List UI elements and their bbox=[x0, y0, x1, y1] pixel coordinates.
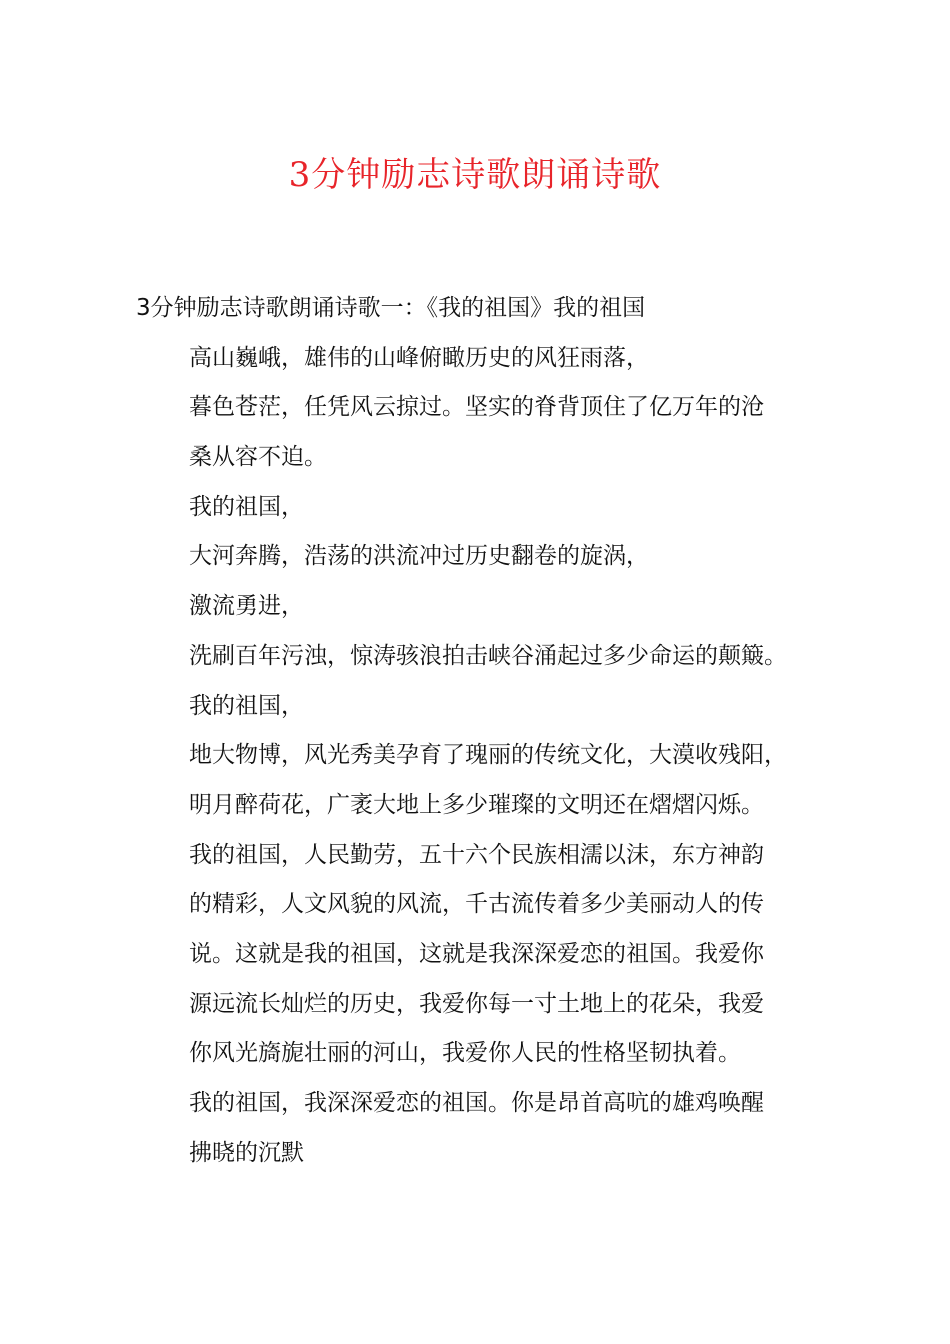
poem-line: 我的祖国， bbox=[189, 493, 304, 520]
poem-line: 源远流长灿烂的历史，我爱你每一寸土地上的花朵，我爱 bbox=[189, 990, 764, 1017]
document-body bbox=[0, 284, 950, 1178]
poem-line: 我的祖国，我深深爱恋的祖国。你是昂首高吭的雄鸡唤醒 bbox=[189, 1090, 764, 1116]
poem-line: 地大物博，风光秀美孕育了瑰丽的传统文化，大漠收残阳， bbox=[189, 742, 787, 769]
poem-line: 大河奔腾，浩荡的洪流冲过历史翻卷的旋涡， bbox=[189, 543, 649, 570]
poem-line: 激流勇进， bbox=[189, 593, 304, 620]
poem-line: 我的祖国， bbox=[189, 692, 304, 719]
poem-heading-line: 3分钟励志诗歌朗诵诗歌一：《我的祖国》我的祖国 bbox=[136, 295, 646, 321]
poem-line: 高山巍峨，雄伟的山峰俯瞰历史的风狂雨落， bbox=[189, 344, 649, 371]
poem-line: 你风光旖旎壮丽的河山，我爱你人民的性格坚韧执着。 bbox=[189, 1040, 741, 1067]
poem-line: 桑从容不迫。 bbox=[189, 444, 327, 471]
poem-line: 我的祖国，人民勤劳，五十六个民族相濡以沫，东方神韵 bbox=[189, 841, 764, 868]
poem-line: 洗刷百年污浊，惊涛骇浪拍击峡谷涌起过多少命运的颠簸。 bbox=[189, 642, 787, 669]
poem-line: 明月醉荷花，广袤大地上多少璀璨的文明还在熠熠闪烁。 bbox=[189, 791, 764, 818]
poem-line: 暮色苍茫，任凭风云掠过。坚实的脊背顶住了亿万年的沧 bbox=[189, 394, 764, 421]
document-title: 3分钟励志诗歌朗诵诗歌 bbox=[288, 155, 662, 195]
poem-line: 说。这就是我的祖国，这就是我深深爱恋的祖国。我爱你 bbox=[189, 940, 764, 967]
poem-line: 拂晓的沉默 bbox=[189, 1139, 304, 1166]
poem-line: 的精彩，人文风貌的风流，千古流传着多少美丽动人的传 bbox=[189, 891, 764, 918]
